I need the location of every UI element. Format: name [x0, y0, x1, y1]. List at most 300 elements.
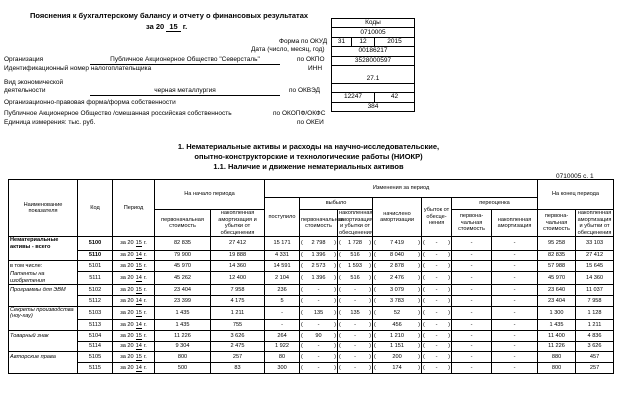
row-period — [113, 306, 155, 320]
row-code: 5111 — [78, 271, 113, 285]
cell-value: - — [317, 286, 320, 293]
paren-close: ) — [448, 343, 451, 350]
period-pp: за 20 — [120, 364, 134, 371]
cell-value: 135 — [313, 309, 324, 316]
row-period — [113, 352, 155, 363]
period-ps: г. — [143, 309, 147, 316]
period-py: 15 — [135, 240, 142, 246]
cell-c11: 257 — [576, 363, 614, 374]
cell-value: - — [354, 343, 356, 350]
paren-close: ) — [369, 262, 372, 269]
period-py: 15 — [135, 309, 142, 316]
cell-c10: 880 — [538, 352, 576, 363]
cell-c5 — [338, 296, 373, 307]
cell-value: - — [435, 364, 438, 371]
cell-c4 — [300, 285, 338, 296]
cell-c10: 23 640 — [538, 285, 576, 296]
cell-c6 — [373, 330, 422, 341]
period-py: 15 — [135, 332, 142, 339]
cell-c9: - — [492, 352, 538, 363]
paren-close: ) — [334, 309, 337, 316]
paren-close: ) — [418, 262, 421, 269]
row-period — [113, 363, 155, 374]
cell-c7 — [422, 237, 452, 251]
paren-open: ( — [423, 297, 425, 304]
cell-c4 — [300, 306, 338, 320]
cell-c8: - — [452, 306, 492, 320]
okpo-code: 00186217 — [332, 47, 415, 56]
paren-close: ) — [334, 240, 337, 246]
period-ps: г. — [143, 262, 147, 269]
paren-close: ) — [369, 343, 372, 350]
paren-open: ( — [301, 262, 303, 269]
cell-c3: 300 — [265, 363, 300, 374]
cell-value: - — [435, 286, 438, 293]
cell-value: - — [354, 353, 356, 360]
paren-close: ) — [448, 332, 451, 339]
paren-open: ( — [339, 252, 341, 259]
cell-c10: 11 400 — [538, 330, 576, 341]
cell-c9: - — [492, 341, 538, 352]
cell-c2: 1 211 — [211, 306, 265, 320]
cell-c2: 2 475 — [211, 341, 265, 352]
inn-code: 3528000597 — [332, 56, 415, 65]
header-received: поступило — [265, 198, 300, 237]
paren-open: ( — [374, 353, 376, 360]
cell-value: - — [317, 321, 320, 328]
paren-close: ) — [448, 262, 451, 269]
header-disposed: выбыло — [300, 198, 373, 210]
cell-c1: 800 — [155, 352, 211, 363]
cell-value: - — [317, 353, 320, 360]
cell-c10: 1 300 — [538, 306, 576, 320]
cell-c6 — [373, 341, 422, 352]
cell-value: - — [435, 252, 438, 259]
row-name — [9, 296, 78, 307]
cell-c1: 23 399 — [155, 296, 211, 307]
cell-c9: - — [492, 330, 538, 341]
paren-open: ( — [301, 364, 303, 371]
period-pp: за 20 — [120, 332, 134, 339]
cell-c1: 500 — [155, 363, 211, 374]
row-period — [113, 271, 155, 285]
paren-open: ( — [301, 332, 303, 339]
cell-c8: - — [452, 363, 492, 374]
cell-c6 — [373, 237, 422, 251]
cell-c3: 264 — [265, 330, 300, 341]
cell-c5 — [338, 271, 373, 285]
cell-c1: 1 435 — [155, 320, 211, 331]
row-code: 5100 — [78, 237, 113, 251]
cell-c2: 19 888 — [211, 250, 265, 261]
cell-c8: - — [452, 320, 492, 331]
cell-c11: 3 626 — [576, 341, 614, 352]
cell-value: 2 798 — [311, 240, 326, 246]
cell-c5 — [338, 237, 373, 251]
paren-open: ( — [301, 286, 303, 293]
header-revaluation: переоценка — [452, 198, 538, 210]
paren-close: ) — [334, 262, 337, 269]
row-code: 5113 — [78, 320, 113, 331]
row-code: 5114 — [78, 341, 113, 352]
row-period — [113, 261, 155, 272]
row-name — [9, 250, 78, 261]
paren-open: ( — [423, 252, 425, 259]
paren-open: ( — [374, 309, 376, 316]
paren-close: ) — [334, 343, 337, 350]
cell-value: - — [435, 297, 438, 304]
period-py: 14 — [135, 252, 142, 259]
okved-code: 27.1 — [332, 74, 415, 83]
period-ps: г. — [143, 297, 147, 304]
cell-c7 — [422, 271, 452, 285]
cell-c3: 14 591 — [265, 261, 300, 272]
paren-close: ) — [448, 364, 451, 371]
paren-close: ) — [334, 297, 337, 304]
cell-value: - — [317, 297, 320, 304]
table-row — [9, 363, 614, 374]
paren-close: ) — [334, 252, 337, 259]
row-name: Нематериальные активы - всего — [9, 237, 78, 251]
header-begin: На начало периода — [155, 180, 265, 210]
table-row — [9, 250, 614, 261]
cell-c2: 12 400 — [211, 271, 265, 285]
org-label: Организация — [4, 56, 44, 63]
okpo-label: по ОКПО — [297, 56, 325, 63]
paren-close: ) — [334, 286, 337, 293]
cell-value: 516 — [350, 274, 360, 281]
row-code: 5103 — [78, 306, 113, 320]
cell-value: 7 419 — [390, 240, 405, 246]
cell-value: 200 — [392, 353, 402, 360]
paren-close: ) — [418, 274, 421, 281]
cell-c4 — [300, 271, 338, 285]
header-end-cost: первона-чальная стоимость — [538, 210, 576, 237]
paren-open: ( — [339, 364, 341, 371]
paren-close: ) — [334, 321, 337, 328]
cell-c5 — [338, 250, 373, 261]
cell-c8: - — [452, 285, 492, 296]
period-ps: г. — [143, 274, 147, 281]
cell-value: 8 040 — [390, 252, 405, 259]
row-code: 5115 — [78, 363, 113, 374]
paren-open: ( — [423, 309, 425, 316]
paren-close: ) — [369, 332, 372, 339]
header-code: Код — [78, 180, 113, 237]
cell-c4 — [300, 237, 338, 251]
cell-value: 1 593 — [348, 262, 363, 269]
header-disposed-cost: первоначальная стоимость — [300, 210, 338, 237]
paren-open: ( — [423, 286, 425, 293]
paren-open: ( — [374, 297, 376, 304]
paren-open: ( — [374, 364, 376, 371]
okved-label: по ОКВЭД — [289, 87, 320, 94]
cell-c10: 800 — [538, 363, 576, 374]
cell-c2: 755 — [211, 320, 265, 331]
paren-open: ( — [423, 262, 425, 269]
date-label: Дата (число, месяц, год) — [251, 46, 325, 53]
cell-value: - — [435, 240, 438, 246]
table-row — [9, 352, 614, 363]
cell-c4 — [300, 250, 338, 261]
cell-c1: 45 970 — [155, 261, 211, 272]
cell-value: - — [317, 343, 320, 350]
period-pp: за 20 — [120, 274, 134, 281]
cell-c2: 83 — [211, 363, 265, 374]
cell-c3: 4 331 — [265, 250, 300, 261]
paren-open: ( — [374, 286, 376, 293]
cell-c3: 80 — [265, 352, 300, 363]
legal-form-value: Публичное Акционерное Общество /смешанная российская собственность — [4, 110, 232, 117]
cell-c3: 236 — [265, 285, 300, 296]
cell-c5 — [338, 341, 373, 352]
cell-c1: 23 404 — [155, 285, 211, 296]
cell-c11: 15 645 — [576, 261, 614, 272]
period-ps: г. — [143, 353, 147, 360]
paren-close: ) — [418, 252, 421, 259]
cell-c1: 82 835 — [155, 237, 211, 251]
cell-c11: 27 412 — [576, 250, 614, 261]
cell-c1: 9 304 — [155, 341, 211, 352]
cell-value: - — [354, 321, 356, 328]
paren-open: ( — [339, 321, 341, 328]
period-py: 15 — [135, 262, 142, 269]
paren-open: ( — [301, 240, 303, 246]
period-py: 15 — [135, 286, 142, 293]
period-pp: за 20 — [120, 309, 134, 316]
cell-c6 — [373, 320, 422, 331]
header-end: На конец периода — [538, 180, 614, 210]
cell-c9: - — [492, 320, 538, 331]
cell-c8: - — [452, 352, 492, 363]
paren-close: ) — [448, 286, 451, 293]
cell-value: 1 396 — [311, 252, 326, 259]
cell-c8: - — [452, 261, 492, 272]
cell-c7 — [422, 250, 452, 261]
row-code: 5110 — [78, 250, 113, 261]
row-period — [113, 320, 155, 331]
paren-close: ) — [448, 321, 451, 328]
paren-open: ( — [374, 332, 376, 339]
paren-close: ) — [369, 286, 372, 293]
row-name: Товарный знак — [9, 330, 78, 341]
paren-close: ) — [418, 343, 421, 350]
section-title-2: опытно-конструкторские и технологические работы (НИОКР) — [194, 152, 423, 161]
row-period — [113, 250, 155, 261]
okopf-code: 12247 — [332, 93, 375, 102]
row-period — [113, 330, 155, 341]
cell-value: - — [317, 364, 320, 371]
cell-c4 — [300, 296, 338, 307]
cell-c6 — [373, 261, 422, 272]
cell-value: - — [435, 309, 438, 316]
paren-open: ( — [374, 274, 376, 281]
paren-close: ) — [448, 252, 451, 259]
cell-c9: - — [492, 250, 538, 261]
cell-c9: - — [492, 271, 538, 285]
cell-c2: 27 412 — [211, 237, 265, 251]
header-name: Наименование показателя — [9, 180, 78, 237]
paren-close: ) — [418, 286, 421, 293]
paren-close: ) — [418, 321, 421, 328]
row-name: Патенты на изобретения — [9, 271, 78, 285]
cell-c10: 23 404 — [538, 296, 576, 307]
okei-label: по ОКЕИ — [297, 119, 324, 126]
period-ps: г. — [143, 343, 147, 350]
cell-c11: 457 — [576, 352, 614, 363]
cell-c5 — [338, 261, 373, 272]
cell-c3: 5 — [265, 296, 300, 307]
paren-open: ( — [301, 252, 303, 259]
paren-close: ) — [418, 332, 421, 339]
table-row — [9, 341, 614, 352]
cell-c7 — [422, 330, 452, 341]
paren-open: ( — [374, 252, 376, 259]
paren-open: ( — [423, 274, 425, 281]
cell-c8: - — [452, 250, 492, 261]
cell-value: 456 — [392, 321, 402, 328]
cell-value: 135 — [350, 309, 360, 316]
header-disposed-amort: накопленная амортизация и убытки от обесценения — [339, 210, 373, 236]
cell-value: 1 396 — [311, 274, 326, 281]
cell-c5 — [338, 285, 373, 296]
period-py: 14 — [135, 274, 142, 281]
period-ps: г. — [143, 240, 147, 246]
paren-open: ( — [301, 321, 303, 328]
cell-c2: 4 175 — [211, 296, 265, 307]
cell-c3: - — [265, 320, 300, 331]
period-pp: за 20 — [120, 240, 134, 246]
row-code: 5101 — [78, 261, 113, 272]
cell-c10: 45 970 — [538, 271, 576, 285]
paren-close: ) — [334, 353, 337, 360]
cell-value: 3 783 — [390, 297, 405, 304]
paren-close: ) — [334, 332, 337, 339]
cell-c6 — [373, 250, 422, 261]
okei-code: 384 — [332, 102, 415, 111]
cell-c9: - — [492, 237, 538, 251]
table-row — [9, 237, 614, 251]
cell-c11: 7 958 — [576, 296, 614, 307]
cell-c2: 3 626 — [211, 330, 265, 341]
cell-c5 — [338, 330, 373, 341]
row-code: 5105 — [78, 352, 113, 363]
cell-c9: - — [492, 363, 538, 374]
paren-open: ( — [339, 240, 341, 246]
paren-open: ( — [374, 343, 376, 350]
cell-c7 — [422, 352, 452, 363]
cell-value: 52 — [393, 309, 401, 316]
cell-c2: 257 — [211, 352, 265, 363]
paren-open: ( — [301, 274, 303, 281]
date-month: 12 — [352, 37, 375, 46]
table-row — [9, 296, 614, 307]
row-name — [9, 341, 78, 352]
cell-c6 — [373, 296, 422, 307]
cell-c4 — [300, 341, 338, 352]
cell-c11: 33 103 — [576, 237, 614, 251]
cell-c3: 15 171 — [265, 237, 300, 251]
paren-close: ) — [369, 309, 372, 316]
paren-close: ) — [334, 364, 337, 371]
paren-close: ) — [448, 309, 451, 316]
row-code: 5102 — [78, 285, 113, 296]
paren-close: ) — [448, 240, 451, 246]
row-name: Программы для ЭВМ — [9, 285, 78, 296]
cell-c9: - — [492, 306, 538, 320]
period-pp: за 20 — [120, 286, 134, 293]
okved-blank — [332, 65, 415, 74]
paren-close: ) — [369, 364, 372, 371]
cell-c7 — [422, 306, 452, 320]
cell-value: 1 151 — [390, 343, 405, 350]
paren-open: ( — [301, 343, 303, 350]
table-row — [9, 320, 614, 331]
cell-c8: - — [452, 330, 492, 341]
row-code: 5112 — [78, 296, 113, 307]
cell-value: - — [435, 343, 438, 350]
okopf-blank — [332, 83, 415, 92]
row-name — [9, 363, 78, 374]
activity-label-2: деятельности — [4, 87, 46, 94]
paren-close: ) — [418, 240, 421, 246]
period-py: 14 — [135, 364, 142, 371]
form-reference: 0710005 с. 1 — [556, 173, 594, 180]
inn-tag: ИНН — [308, 65, 323, 72]
header-accrued: начислено амортизации — [373, 198, 422, 237]
cell-c11: 1 128 — [576, 306, 614, 320]
paren-open: ( — [374, 262, 376, 269]
cell-c6 — [373, 271, 422, 285]
cell-c6 — [373, 306, 422, 320]
cell-c10: 57 988 — [538, 261, 576, 272]
paren-open: ( — [301, 297, 303, 304]
cell-c6 — [373, 285, 422, 296]
cell-c9: - — [492, 296, 538, 307]
year-suffix: г. — [182, 22, 188, 31]
paren-close: ) — [334, 274, 337, 281]
period-pp: за 20 — [120, 297, 134, 304]
cell-c2: 7 958 — [211, 285, 265, 296]
cell-c7 — [422, 363, 452, 374]
cell-value: - — [435, 262, 438, 269]
paren-close: ) — [448, 274, 451, 281]
okfs-code: 42 — [375, 93, 415, 102]
paren-open: ( — [339, 309, 341, 316]
cell-c3: - — [265, 306, 300, 320]
paren-open: ( — [301, 309, 303, 316]
codes-title: Коды — [332, 19, 415, 28]
legal-form-label: Организационно-правовая форма/форма собственности — [4, 99, 176, 106]
paren-open: ( — [423, 332, 425, 339]
header-begin-cost: первоначальная стоимость — [155, 210, 211, 237]
paren-open: ( — [301, 353, 303, 360]
header-begin-amort: накопленная амортизация и убытки от обесценения — [211, 210, 265, 237]
row-name: Авторские права — [9, 352, 78, 363]
date-day: 31 — [332, 37, 352, 46]
paren-close: ) — [418, 297, 421, 304]
paren-close: ) — [448, 353, 451, 360]
report-year — [146, 22, 187, 31]
cell-value: 516 — [350, 252, 360, 259]
cell-c6 — [373, 352, 422, 363]
table-row — [9, 261, 614, 272]
cell-c5 — [338, 306, 373, 320]
cell-value: - — [354, 364, 356, 371]
period-ps: г. — [143, 332, 147, 339]
period-pp: за 20 — [120, 252, 134, 259]
period-ps: г. — [143, 286, 147, 293]
